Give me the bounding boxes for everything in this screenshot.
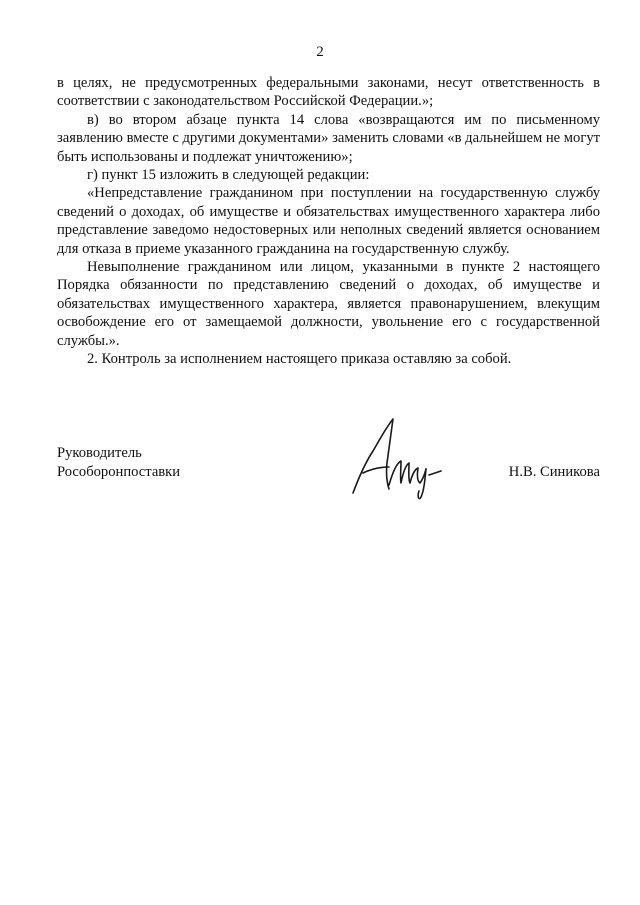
paragraph-quote-2: Невыполнение гражданином или лицом, указанными в пункте 2 настоящего Порядка обязанности по представлению сведений о доходах, об имуществе и обязательствах имущественного характера, является правонарушением, влекущим освобождение его от замещаемой должности, увольнение его с государственной службы.». — [57, 259, 600, 349]
handwritten-signature — [345, 411, 445, 501]
paragraph-continuation: в целях, не предусмотренных федеральными законами, несут ответственность в соответствии с законодательством Российской Федерации.»; — [57, 75, 600, 110]
paragraph-quote-1: «Непредставление гражданином при поступлении на государственную службу сведений о доходах, об имуществе и обязательствах имущественного характера либо представление заведомо недостоверных или неполных сведений является основанием для отказа в приеме указанного гражданина на государственную службу. — [57, 185, 600, 257]
signatory-name: Н.В. Синикова — [508, 464, 600, 480]
paragraph-item-g: г) пункт 15 изложить в следующей редакции: — [87, 167, 370, 184]
signatory-title — [57, 444, 180, 482]
page-number: 2 — [316, 44, 324, 60]
document-body — [57, 74, 600, 369]
signatory-title-line-2: Рособоронпоставки — [57, 464, 181, 480]
signatory-title-line-1: Руководитель — [57, 445, 142, 461]
paragraph-item-v: в) во втором абзаце пункта 14 слова «возвращаются им по письменному заявлению вместе с другими документами» заменить словами «в дальнейшем не могут быть использованы и подлежат уничтожению»; — [57, 111, 600, 165]
signature-block — [57, 441, 600, 501]
paragraph-control: 2. Контроль за исполнением настоящего приказа оставляю за собой. — [87, 351, 512, 368]
